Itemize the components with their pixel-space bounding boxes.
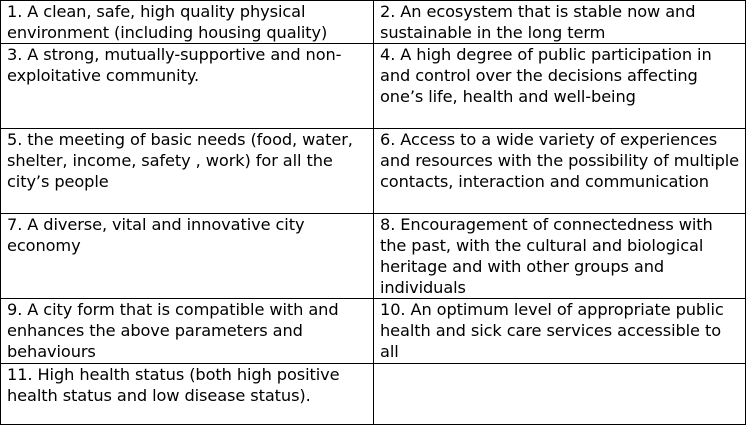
cell-text: 4. A high degree of public participation in and control over the decisions affecting one’s life, health and well-being (380, 45, 712, 106)
cell-text: 8. Encouragement of connectedness with the past, with the cultural and biological heritage and with other groups and individuals (380, 215, 713, 297)
cell-text: 6. Access to a wide variety of experiences and resources with the possibility of multiple contacts, interaction and communication (380, 130, 740, 191)
table-cell (374, 214, 746, 299)
table-row (1, 44, 746, 129)
cell-text: 11. High health status (both high positive health status and low disease status). (7, 365, 340, 405)
table-row (1, 129, 746, 214)
table-cell (1, 214, 374, 299)
table-cell (374, 299, 746, 364)
cell-text: 10. An optimum level of appropriate public health and sick care services accessible to all (380, 300, 724, 361)
cell-text: 3. A strong, mutually-supportive and non-exploitative community. (7, 45, 342, 85)
table-row (1, 214, 746, 299)
table-cell (1, 299, 374, 364)
table-row (1, 364, 746, 425)
table-row (1, 1, 746, 44)
table-cell (374, 44, 746, 129)
cell-text: 5. the meeting of basic needs (food, water, shelter, income, safety , work) for all the city’s people (7, 130, 353, 191)
table-cell (374, 1, 746, 44)
cell-text: 9. A city form that is compatible with and enhances the above parameters and behaviours (7, 300, 339, 361)
cell-text: 1. A clean, safe, high quality physical environment (including housing quality) (7, 2, 328, 42)
table-cell (374, 129, 746, 214)
table-cell (1, 1, 374, 44)
table-row (1, 299, 746, 364)
table-cell (1, 44, 374, 129)
table-cell (1, 364, 374, 425)
cell-text: 7. A diverse, vital and innovative city economy (7, 215, 305, 255)
cell-text: 2. An ecosystem that is stable now and sustainable in the long term (380, 2, 696, 42)
table-cell (1, 129, 374, 214)
empty-cell (374, 364, 746, 425)
